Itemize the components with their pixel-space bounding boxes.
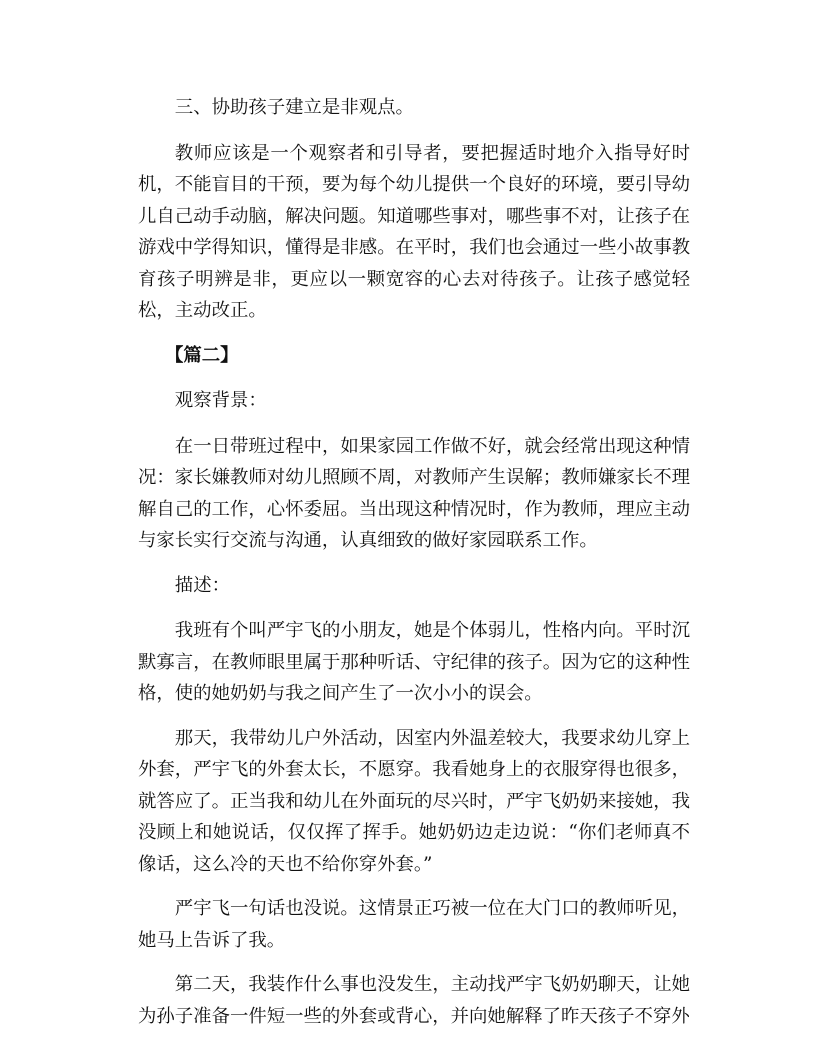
paragraph-silent-child: 严宇飞一句话也没说。这情景正巧被一位在大门口的教师听见，她马上告诉了我。 [138, 898, 690, 951]
label-description: 描述： [174, 574, 230, 596]
section-title-part-two: 【篇二】 [165, 344, 239, 366]
paragraph-next-day: 第二天，我装作什么事也没发生，主动找严宇飞奶奶聊天，让她为孙子准备一件短一些的外套或背心，并向她解释了昨天孩子不穿外 [138, 974, 690, 1027]
label-observation-background: 观察背景： [174, 390, 267, 411]
document-body [138, 92, 690, 1045]
paragraph-outdoor-activity: 那天，我带幼儿户外活动，因室内外温差较大，我要求幼儿穿上外套，严宇飞的外套太长，不愿穿。我看她身上的衣服穿得也很多，就答应了。正当我和幼儿在外面玩的尽兴时，严宇飞奶奶来接她，我没顾上和她说话，仅仅挥了挥手。她奶奶边走边说：“你们老师真不像话，这么冷的天也不给你穿外套。” [138, 727, 690, 875]
paragraph-child-intro: 我班有个叫严宇飞的小朋友，她是个体弱儿，性格内向。平时沉默寡言，在教师眼里属于那种听话、守纪律的孩子。因为它的这种性格，使的她奶奶与我之间产生了一次小小的误会。 [138, 620, 690, 704]
section-heading-3: 三、协助孩子建立是非观点。 [174, 97, 414, 118]
paragraph-background: 在一日带班过程中，如果家园工作做不好，就会经常出现这种情况：家长嫌教师对幼儿照顾不周，对教师产生误解；教师嫌家长不理解自己的工作，心怀委屈。当出现这种情况时，作为教师，理应主动与家长实行交流与沟通，认真细致的做好家园联系工作。 [138, 435, 690, 551]
paragraph-teacher-role: 教师应该是一个观察者和引导者，要把握适时地介入指导好时机，不能盲目的干预，要为每个幼儿提供一个良好的环境，要引导幼儿自己动手动脑，解决问题。知道哪些事对，哪些事不对，让孩子在游戏中学得知识，懂得是非感。在平时，我们也会通过一些小故事教育孩子明辨是非，更应以一颗宽容的心去对待孩子。让孩子感觉轻松，主动改正。 [138, 142, 690, 321]
